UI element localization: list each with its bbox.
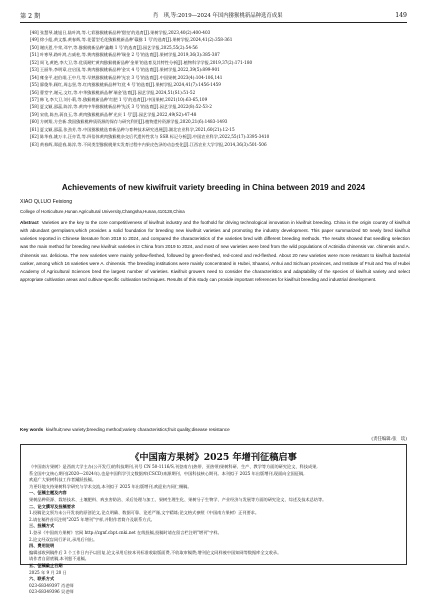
call-for-papers-title: 《中国南方果树》2025 年增刊征稿启事 [130,452,297,463]
notice-line: 2.论文经双盲同行评议,录用后刊出。 [29,536,98,542]
notice-line: 《中国南方果树》是西南大学主办(公开发行)的科技期刊,刊号 CN 50-1116/S,刊登南方(热带、亚热带)果树科研、生产、教学等方面的研究论文、科技成果, [29,464,318,469]
notice-line: 023-68349396 吴老师 [29,589,74,595]
issue-number: 第 2 期 [20,12,41,20]
reference-item: [58] 夏文颖,邵蕊,陈淳,等.黄肉中华猕猴桃新品种'先沃 3 号'的选育[J].园艺学报,2022(8):52-53-2 [30,104,212,110]
reference-item: [54] 雍金平,赵伯翊,王中月,等.早熟猕猴桃新品种'光农 3 号'的选育[J].中国果树,2023(4):104-106,141 [30,74,223,80]
notice-section-heading: 五、征稿截止日期 [29,562,63,568]
english-abstract [20,219,410,284]
notice-line: 为更好地支持果树科学研究与学术交流,本刊拟于 2025 年出版增刊,欢迎业内同仁赐稿。 [29,483,192,489]
reference-item: [57] 韩飞,李大卫,刘小莉,等.猕猴桃新品种'红肥 1 号'的选育[J].中国果树,2021(10):63-65,109 [30,96,208,102]
reference-item: [56] 曹堂宇,谢元,文红,等.中华猕猴桃新品种'瑞金'选育[J].园艺学报,2024,51(S1):51-52 [30,89,196,95]
reference-item: [63] 黄春辉,郑迎春,陈淳,等.不同类型猕猴桃果实发育过程中内果皮色泽的动态变化[J].江西农业大学学报,2014,36(3):501-506 [30,141,267,147]
notice-line: 1.登录《中国南方果树》官网 http://zgnf.cbpt.cnki.net 在线投稿,投稿时请在留言栏注明"增刊"字样。 [29,529,222,535]
running-header [20,9,407,21]
english-authors: XIAO Qi,LUO Feixiong [20,199,73,205]
notice-section-heading: 六、联系方式 [29,576,55,582]
notice-line: 果树品种资源、栽培技术、土壤肥料、病虫害防治、采后处理与加工、果树生理生化、果树分子生物学、产业经济与发展等方面的研究论文、综述及技术总结等。 [29,496,327,502]
reference-item: [52] 周飞,黄艳,李大卫,等.优质耐贮黄肉猕猴桃新品种'金果'的选育及其特性分析[J].植物科学学报,2019,37(2):171-180 [30,59,253,65]
notice-line: 编辑部收到稿件后 3 个工作日内予以回复,论文录用后按本刊标准收取版面费,不收取审稿费;增刊论文同样被中国知网等数据库全文收录。 [29,549,282,555]
header-divider [20,22,407,23]
call-for-papers-box [20,444,407,595]
abstract-text: Varieties are the key to the core competitiveness of kiwifruit industry and the foothold for driving technological innovation in kiwifruit breeding. China is the origin country of kiwifruit with abundant germplasm,which provides a solid foundation for breeding new kiwifruit varieties and promoting the industry development. This paper summarized 50 newly bred kiwifruit varieties reported in Chinese literature from 2019 to 2024, and compared the characteristics of the varieties bred with different breeding methods. The results showed that seedling selection was the main method for breeding new kiwifruit varieties in China from 2019 to 2024, and most of new varieties were bred from the wild populations of Actinidia chinensis var. chinensis and A. chinensis var. deliciosa. The new varieties were mainly yellow-fleshed, followed by green-fleshed, red-cored and red-fleshed. About 20 new varieties were more resistant to kiwifruit bacterial canker, among which 16 varieties were A. chinensis. The breeding institutions were mainly concentrated in Hubei, Shaanxi, Anhui and Sichuan provinces, and Institute of Fruit and Tea of Hubei Academy of Agricultural Sciences bred the largest number of varieties. Kiwifruit growers need to consider the characteristics and adaptability of the species of kiwifruit variety and select appropriate cultivation areas and cultivar-specific cultivation techniques. Results of this study can provide important references for kiwifruit breeding and industrial development. [20,220,410,283]
notice-line: 2025 年 9 月 20 日 [29,569,67,575]
notice-section-heading: 一、征稿主题及内容 [29,490,67,496]
keywords-label: Key words [20,427,44,432]
reference-item: [48] 张慧琴,姚旭日,陆叶鸿,等.七彩猕猴桃新品种'甜皇'的选育[J].果树学报,2023,40(2):400-403 [30,30,211,35]
page-number: 149 [395,11,407,19]
notice-section-heading: 四、费用说明 [29,543,55,549]
reference-item: [60] 方树翔,方会新.我国猕猴桃种质资源的保存与研究利用[J].植物遗传资源学报,2020,21(6):1483-1493 [30,119,228,125]
english-keywords [20,426,410,434]
reference-item: [61] 夏文颖,邵蕊,张劲芳,等.中国猕猴桃选育新品种与育种技术研究进展[J].湖北农业科学,2021,60(21):12-15 [30,126,235,132]
running-title: 肖 琪,等:2019—2024 年国内猕猴桃新品种选育成果 [152,13,283,19]
english-article-title: Achievements of new kiwifruit variety breeding in China between 2019 and 2024 [61,183,366,192]
reference-item: [59] 宋欣,陈杰,蒋良玉,等.黄肉猕猴桃新品种'光庆 1 号'[J].园艺学报,2022,49(S2):47-48 [30,111,197,117]
notice-section-heading: 二、论文撰写及投稿要求 [29,503,76,509]
reference-item: [62] 陈华春,姚万丰,汪亦青,等.四倍体黄肉猕猴桃杂交后代遗传性状与 SSR 标记分析[J].中国农业科学,2022,55(17):3395-3410 [30,134,270,140]
responsible-editor: (责任编辑:张 琰) [371,437,407,442]
reference-item: [50] 谢庆恩,牛荣,邓宇,等.猕猴桃新品种'鑫雌 1 号'的选育[J].园艺学报,2025,55(2):54-56 [30,44,198,50]
reference-item: [53] 王丽华,李明章,庄启国,等.黄肉猕猴桃新品种'金实 4 号'的选育[J].果树学报,2022,39(5):899-901 [30,67,220,73]
notice-section-heading: 三、投稿方式 [29,523,55,529]
call-for-papers-body [29,464,400,596]
notice-line: 2.请在稿件首页注明"2025 年增刊"字样,并附作者简介及联系方式。 [29,516,155,522]
notice-line: 请作者自留底稿,本刊恕不退稿。 [29,556,89,562]
notice-line: 欢迎广大果树科技工作者踊跃投稿。 [29,477,97,483]
keywords-text: kiwifruit;new variety;breeding method;variety characteristics;fruit quality;disease resistance [45,427,230,432]
notice-line: 023-68349397 肖老师 [29,582,74,588]
reference-item: [49] 徐小彪,黄文都,黄春辉,等.花蕾型毛花猕猴桃新品种'赣猕 1 号'的选育[J].果树学报,2024,41(2):358-361 [30,37,233,43]
notice-line: 系全国中文核心期刊(2020—2024年),也是中国科学引文数据库(CSCD)来源期刊、中国科技核心期刊。本刊拟于 2025 年出版增刊,现面向全国征稿, [29,470,305,476]
reference-list [30,29,420,148]
reference-item: [51] 叶寒琴,路叶鸿,古威柱,等.黄肉猕猴桃新品种'瑞金 2 号'的选育[J].果树学报,2019,36(3):385-387 [30,52,220,58]
notice-line: 1.投稿论文须为未公开发表的原创论文,论点明确、数据可靠、论述严谨,文字精练;论文格式参照《中国南方果树》正刊要求。 [29,510,260,516]
reference-item: [55] 廖俊华,顾红,周志坚,等.红肉猕猴桃新品种'红优 4 号'的选育[J].果树学报,2024,41(7):1456-1459 [30,82,221,88]
abstract-label: Abstract [20,220,39,225]
english-affiliation: College of Horticulture,Hunan Agricultural University,Changsha,Hunan,410128,China [20,209,185,214]
